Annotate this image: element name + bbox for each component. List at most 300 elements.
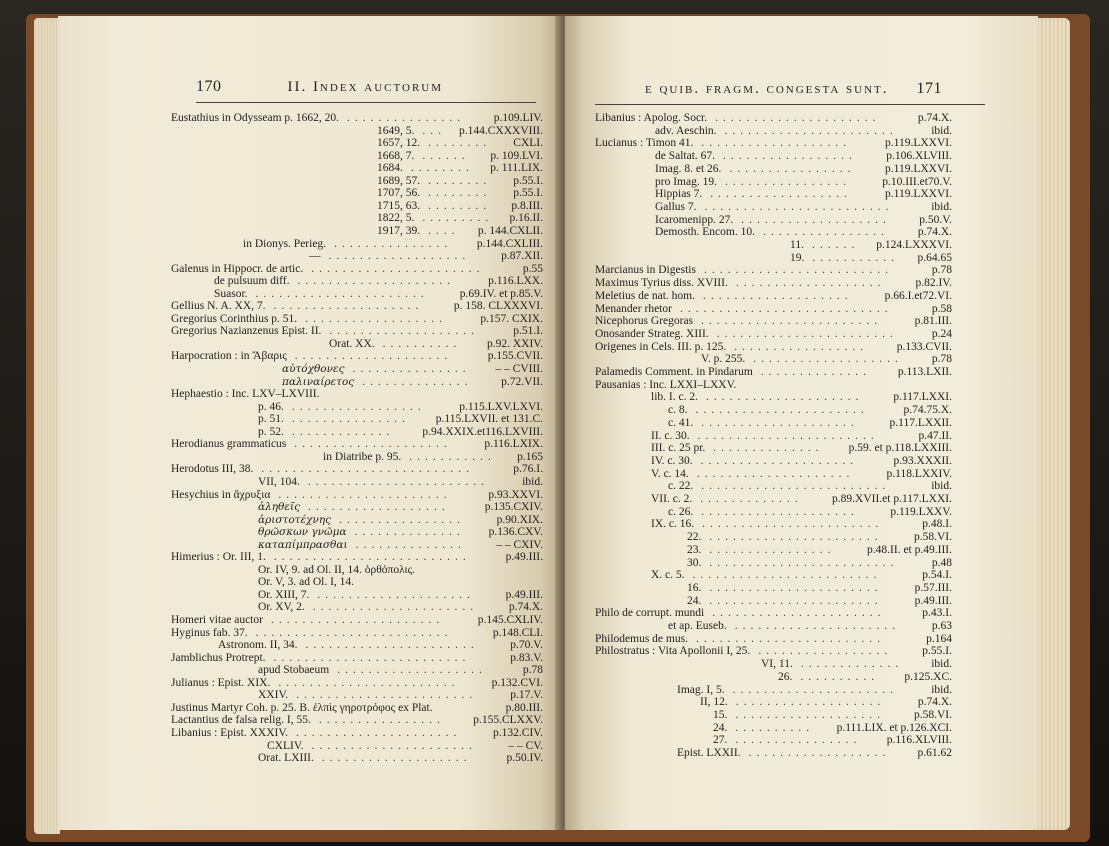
- index-entry: [595, 633, 952, 646]
- entry-text: V. p. 255.: [701, 353, 746, 366]
- page-reference: p.50.V.: [919, 213, 952, 226]
- entry-text: adv. Aeschin.: [655, 124, 717, 137]
- index-entry: [595, 430, 952, 443]
- page-reference: p.148.CLI.: [492, 626, 543, 639]
- index-entry: [171, 300, 543, 313]
- leader-dots: ...........................: [679, 302, 893, 315]
- page-reference: p.8.III.: [511, 199, 543, 212]
- leader-dots: .....................: [732, 683, 898, 696]
- page-reference: p.78: [931, 353, 952, 366]
- page-reference: p.93.XXXII.: [893, 454, 952, 467]
- index-entry: [595, 112, 952, 125]
- index-entry: [171, 250, 543, 263]
- page-reference: p.76.I.: [513, 463, 543, 476]
- page-reference: p.136.CXV.: [488, 526, 543, 539]
- entry-text: παλιναίρετος: [282, 375, 355, 388]
- leader-dots: ..................: [305, 312, 447, 325]
- index-entry: [171, 740, 543, 753]
- index-entry: [595, 150, 952, 163]
- page-reference: p.55: [522, 262, 543, 275]
- index-entry: [595, 353, 952, 366]
- page-reference: p.48.I.: [922, 518, 952, 531]
- leader-dots: .........................: [273, 551, 471, 564]
- leader-dots: ...................: [735, 708, 885, 721]
- entry-text: Libanius : Epist. XXXIV.: [171, 726, 289, 739]
- entry-text: in Diatribe p. 95.: [323, 450, 402, 463]
- index-entry: [595, 582, 952, 595]
- leader-dots: ...................: [735, 277, 886, 290]
- leader-dots: ..........: [800, 670, 880, 683]
- leader-dots: ................: [339, 513, 466, 526]
- index-entry: [595, 137, 952, 150]
- entry-text: ἀληθεῖς: [258, 501, 300, 514]
- page-reference: p.92. XXIV.: [486, 337, 543, 350]
- leader-dots: ....................: [701, 416, 859, 429]
- entry-text: Origenes in Cels. III. p. 125.: [595, 340, 727, 353]
- page-reference: p.72.VII.: [501, 375, 543, 388]
- leader-dots: ................: [709, 543, 836, 556]
- page-reference: p.94.XXIX.et116.LXVIII.: [422, 425, 543, 438]
- leader-dots: ..............: [713, 442, 824, 455]
- right-page-header: [645, 80, 942, 102]
- index-entry: [171, 614, 543, 627]
- page-reference: p.119.LXXVI.: [885, 162, 952, 175]
- page-reference: p.10.III.et70.V.: [882, 175, 952, 188]
- right-page: [565, 16, 1038, 830]
- entry-text: 15.: [713, 708, 728, 721]
- index-entry: [595, 366, 952, 379]
- index-entry: [171, 275, 543, 288]
- entry-text: Nicephorus Gregoras: [595, 315, 694, 328]
- entry-text: Maximus Tyrius diss. XVIII.: [595, 277, 728, 290]
- index-entry: [171, 677, 543, 690]
- page-reference: p.59. et p.118.LXXIII.: [848, 442, 952, 455]
- entry-text: Or. IV, 9. ad Ol. II, 14. ὀρθόπολις.: [258, 563, 416, 576]
- leader-dots: ...........: [409, 450, 496, 463]
- index-entry: [595, 341, 952, 354]
- page-reference: p.116.LXX.: [488, 275, 543, 288]
- leader-dots: ......................: [255, 287, 429, 300]
- index-entry: [595, 557, 952, 570]
- entry-text: IV. c. 30.: [651, 454, 693, 467]
- index-entry: [595, 391, 952, 404]
- page-reference: CXLI.: [513, 137, 543, 150]
- index-entry: [171, 175, 543, 188]
- leader-dots: ...................: [273, 300, 424, 313]
- index-entry: [595, 671, 952, 684]
- entry-text: Philo de corrupt. mundi: [595, 607, 705, 620]
- index-entry: [171, 702, 543, 715]
- page-reference: p.119.LXXV.: [890, 505, 952, 518]
- page-reference: p.78: [931, 264, 952, 277]
- entry-text: 30.: [687, 556, 702, 569]
- index-entry: [595, 684, 952, 697]
- page-reference: p.82.IV.: [915, 277, 952, 290]
- entry-text: Gregorius Nazianzenus Epist. II.: [171, 325, 322, 338]
- entry-text: IX. c. 16.: [651, 518, 695, 531]
- leader-dots: ................: [762, 226, 889, 239]
- index-entry: [171, 514, 543, 527]
- index-entry: [595, 518, 952, 531]
- page-reference: p.132.CIV.: [493, 726, 543, 739]
- index-entry: [171, 112, 543, 125]
- index-entry: [595, 645, 952, 658]
- page-reference: p.93.XXVI.: [488, 488, 543, 501]
- entry-text: 26.: [778, 670, 793, 683]
- leader-dots: .....................: [296, 726, 462, 739]
- index-entry: [595, 290, 952, 303]
- index-entry: [595, 480, 952, 493]
- entry-text: 23.: [687, 543, 702, 556]
- leader-dots: .................: [723, 150, 857, 163]
- leader-dots: .........: [422, 212, 494, 225]
- page-reference: p.81.III.: [914, 315, 952, 328]
- page-number: 170: [196, 78, 222, 95]
- page-reference: p.117.LXXII.: [889, 416, 952, 429]
- entry-text: 1668, 7.: [377, 149, 415, 162]
- leader-dots: ....................: [294, 350, 453, 363]
- entry-text: Lucianus : Timon 41.: [595, 137, 694, 150]
- leader-dots: .............: [700, 493, 803, 505]
- leader-dots: .......................: [296, 689, 478, 702]
- entry-text: p. 51.: [258, 413, 284, 426]
- entry-text: Or. XIII, 7.: [258, 588, 310, 601]
- leader-dots: ......................: [709, 594, 883, 607]
- index-entry: [595, 506, 952, 519]
- entry-text: Orat. LXIII.: [258, 752, 314, 765]
- page-reference: p.119.LXXVI.: [885, 137, 952, 150]
- leader-dots: ...................: [337, 664, 487, 677]
- page-reference: p.17.V.: [510, 689, 543, 702]
- left-page-header: [196, 78, 443, 100]
- header-rule: [595, 104, 985, 105]
- leader-dots: ...........: [812, 251, 899, 264]
- leader-dots: ......................: [305, 639, 479, 652]
- entry-text: Jamblichus Protrept.: [171, 651, 266, 664]
- leader-dots: ......................: [270, 614, 445, 626]
- page-reference: p.111.LIX. et p.126.XCI.: [836, 721, 952, 734]
- entry-text: Orat. XX.: [329, 337, 375, 350]
- index-entry: [595, 252, 952, 265]
- page-reference: p.54.I.: [922, 569, 952, 582]
- index-entry: [171, 539, 543, 552]
- page-reference: p.145.CXLIV.: [477, 614, 543, 626]
- entry-text: in Dionys. Perieg.: [243, 237, 327, 250]
- index-entry: [171, 463, 543, 476]
- page-reference: p.43.I.: [922, 607, 952, 620]
- page-reference: p.115.LXVII. et 131.C.: [435, 413, 543, 426]
- header-rule: [196, 102, 536, 103]
- leader-dots: ........................: [692, 569, 882, 582]
- index-entry: [171, 639, 543, 652]
- index-entry: [171, 689, 543, 702]
- entry-text: Hippias 7.: [655, 188, 703, 201]
- leader-dots: ........................: [701, 480, 891, 493]
- index-entry: [595, 493, 952, 506]
- index-entry: [171, 576, 543, 589]
- entry-text: Herodotus III, 38.: [171, 463, 254, 476]
- entry-text: Imag. I, 5.: [677, 683, 725, 696]
- entry-text: 1917, 39.: [377, 224, 421, 237]
- leader-dots: ........: [428, 187, 492, 200]
- leader-dots: ........................: [709, 556, 899, 569]
- entry-text: Herodianus grammaticus: [171, 438, 287, 451]
- entry-text: —: [309, 250, 321, 263]
- leader-dots: ..............: [355, 538, 466, 551]
- entry-text: 1657, 12.: [377, 137, 421, 150]
- entry-text: 27.: [713, 734, 728, 747]
- entry-text: c. 22.: [668, 480, 694, 493]
- leader-dots: ......................: [709, 581, 883, 594]
- index-entry: [171, 376, 543, 389]
- leader-dots: ......................: [712, 607, 886, 620]
- leader-dots: .................: [291, 400, 426, 413]
- entry-text: p. 46.: [258, 400, 284, 413]
- entry-text: 1689, 57.: [377, 174, 421, 187]
- entry-text: Hyginus fab. 37.: [171, 626, 248, 639]
- page-reference: p.74.X.: [508, 601, 543, 614]
- index-entry: [595, 201, 952, 214]
- page-reference: p.70.V.: [510, 639, 543, 652]
- index-entry: [595, 379, 952, 392]
- leader-dots: ..........: [735, 721, 815, 734]
- entry-text: Hesychius in ἄχρυξια: [171, 488, 271, 501]
- index-entry: [171, 564, 543, 577]
- page-reference: p.119.LXXVI.: [885, 188, 952, 201]
- page-number: 171: [916, 80, 942, 97]
- entry-text: 1649, 5.: [377, 124, 415, 137]
- leader-dots: ........: [428, 174, 492, 187]
- page-reference: p. 144.CXLII.: [477, 224, 543, 237]
- entry-text: X. c. 5.: [651, 569, 685, 582]
- entry-text: 24.: [687, 594, 702, 607]
- leader-dots: .........................: [273, 651, 471, 664]
- page-reference: p.115.LXV.LXVI.: [459, 400, 543, 413]
- leader-dots: ........................: [704, 200, 894, 213]
- running-head: II. Index auctorum: [287, 79, 444, 95]
- leader-dots: .......................: [697, 429, 879, 442]
- index-entry: [171, 752, 543, 765]
- index-entry: [595, 531, 952, 544]
- leader-dots: ...............: [334, 237, 453, 250]
- index-entry: [595, 163, 952, 176]
- leader-dots: .........................: [255, 626, 453, 639]
- entry-text: VII, 104.: [258, 475, 300, 488]
- leader-dots: ....................: [701, 505, 859, 518]
- page-reference: p.58.VI.: [913, 708, 952, 721]
- entry-text: Epist. LXXII.: [677, 747, 741, 759]
- leader-dots: ........................: [703, 264, 893, 277]
- index-entry: [171, 137, 543, 150]
- entry-text: et ap. Euseb.: [668, 620, 727, 632]
- entry-text: II. c. 30.: [651, 429, 690, 442]
- leader-dots: ....................: [700, 454, 859, 467]
- index-entry: [595, 442, 952, 455]
- index-entry: [171, 714, 543, 727]
- index-entry: [171, 200, 543, 213]
- page-reference: p.51.I.: [513, 325, 543, 338]
- entry-text: CXLIV.: [267, 739, 304, 752]
- leader-dots: .......................: [701, 315, 883, 328]
- page-reference: – – CV.: [508, 739, 543, 752]
- entry-text: Galenus in Hippocr. de artic.: [171, 262, 304, 275]
- page-reference: p.144.CXLIII.: [476, 237, 543, 250]
- index-entry: [595, 709, 952, 722]
- entry-text: Meletius de nat. hom.: [595, 289, 695, 302]
- index-entry: [171, 589, 543, 602]
- entry-text: Homeri vitae auctor: [171, 614, 263, 626]
- page-reference: p.113.LXII.: [897, 366, 952, 378]
- index-entry: [171, 601, 543, 614]
- leader-dots: ................: [724, 175, 851, 188]
- entry-text: pro Imag. 19.: [655, 175, 717, 188]
- leader-dots: .......................: [716, 327, 898, 340]
- entry-text: c. 26.: [668, 505, 694, 518]
- leader-dots: ...................: [321, 752, 472, 765]
- entry-text: 24.: [713, 721, 728, 734]
- entry-text: 1715, 63.: [377, 199, 421, 212]
- leader-dots: ...................: [702, 289, 853, 302]
- index-entry: [595, 417, 952, 430]
- entry-text: Imag. 8. et 26.: [655, 162, 722, 175]
- leader-dots: ..............: [760, 366, 872, 378]
- entry-text: 1707, 56.: [377, 187, 421, 200]
- leader-dots: ........: [410, 162, 474, 175]
- entry-text: apud Stobaeum: [258, 664, 330, 677]
- page-reference: – – CXIV.: [496, 538, 543, 551]
- leader-dots: .......................: [702, 518, 884, 531]
- entry-text: p. 52.: [258, 425, 284, 438]
- page-reference: p.132.CVI.: [491, 676, 543, 689]
- page-reference: ibid.: [931, 124, 952, 137]
- leader-dots: ...................: [701, 137, 852, 150]
- index-entry: [171, 338, 543, 351]
- index-entry: [595, 214, 952, 227]
- page-reference: p.48: [931, 556, 952, 569]
- index-entry: [171, 263, 543, 276]
- leader-dots: ....................: [297, 275, 455, 288]
- leader-dots: ...............: [291, 413, 410, 426]
- entry-text: Himerius : Or. III, 1.: [171, 551, 266, 564]
- leader-dots: ...............: [352, 363, 471, 375]
- entry-text: Libanius : Apolog. Socr.: [595, 112, 708, 124]
- leader-dots: ........................: [695, 632, 885, 645]
- leader-dots: ...................: [753, 353, 903, 366]
- index-entry: [171, 238, 543, 251]
- page-reference: p.155.CLXXV.: [473, 714, 543, 727]
- entry-text: Philodemus de mus.: [595, 632, 688, 645]
- page-reference: ibid.: [931, 658, 952, 671]
- index-entry: [171, 664, 543, 677]
- page-reference: – – CVIII.: [495, 363, 543, 375]
- index-entry: [171, 363, 543, 376]
- entry-text: Onosander Strateg. XIII.: [595, 327, 709, 340]
- index-entry: [595, 658, 952, 671]
- page-reference: p.55.I.: [922, 645, 952, 658]
- page-reference: p.66.I.et72.VI.: [884, 289, 952, 302]
- page-reference: p.106.XLVIII.: [886, 150, 952, 163]
- leader-dots: ...........................: [261, 463, 475, 476]
- leader-dots: ...................: [329, 325, 480, 338]
- page-reference: p.49.III.: [505, 551, 543, 564]
- index-entry: [171, 401, 543, 414]
- entry-text: Astronom. II, 34.: [218, 639, 298, 652]
- entry-text: Demosth. Encom. 10.: [655, 226, 755, 239]
- page-reference: p.90.XIX.: [496, 513, 543, 526]
- page-edges-left: [34, 18, 60, 834]
- index-entry: [595, 176, 952, 189]
- page-reference: ibid.: [931, 683, 952, 696]
- index-entry: [171, 150, 543, 163]
- page-reference: p.55.I.: [513, 187, 543, 200]
- page-edges-right: [1036, 18, 1070, 830]
- page-reference: p.78: [522, 664, 543, 677]
- leader-dots: ......................: [278, 488, 452, 501]
- index-entry: [595, 315, 952, 328]
- index-entry: [171, 325, 543, 338]
- page-reference: p.118.LXXIV.: [886, 467, 952, 480]
- entry-text: de pulsuum diff.: [214, 275, 290, 288]
- index-entry: [171, 162, 543, 175]
- running-head: e quib. fragm. congesta sunt.: [645, 81, 889, 97]
- leader-dots: ......: [422, 149, 470, 162]
- entry-text: c. 8.: [668, 404, 688, 417]
- entry-text: Gregorius Corinthius p. 51.: [171, 312, 298, 325]
- entry-text: VII. c. 2.: [651, 493, 693, 505]
- leader-dots: ......: [811, 239, 860, 251]
- page-reference: p. 111.LIX.: [490, 162, 543, 175]
- page-reference: p.49.III.: [914, 594, 952, 607]
- entry-text: Justinus Martyr Coh. p. 25. B. ἐλπὶς γηροτρόφος ex Plat.: [171, 701, 433, 714]
- page-reference: p.116.LXIX.: [484, 438, 543, 451]
- entry-text: Or. V, 3. ad Ol. I, 14.: [258, 576, 355, 589]
- page-reference: p.109.LIV.: [493, 112, 543, 124]
- index-entry: [171, 438, 543, 451]
- leader-dots: .................: [758, 645, 893, 658]
- entry-text: 1684.: [377, 162, 403, 175]
- page-reference: p.74.X.: [917, 112, 952, 124]
- index-entry: [595, 747, 952, 760]
- page-reference: p. 158. CLXXXVI.: [453, 300, 543, 313]
- entry-text: lib. I. c. 2.: [651, 391, 698, 404]
- entry-text: de Saltat. 67.: [655, 150, 716, 163]
- index-entry: [171, 489, 543, 502]
- page-reference: p.57.III.: [914, 581, 952, 594]
- page-reference: p.49.III.: [505, 588, 543, 601]
- page-reference: p.55.I.: [513, 174, 543, 187]
- index-entry: [595, 620, 952, 633]
- index-entry: [595, 264, 952, 277]
- index-entry: [171, 627, 543, 640]
- index-entry: [171, 413, 543, 426]
- entry-text: Palamedis Comment. in Pindarum: [595, 366, 753, 378]
- index-entry: [595, 188, 952, 201]
- index-entry: [595, 125, 952, 138]
- page-reference: p.48.II. et p.49.III.: [867, 543, 952, 556]
- leader-dots: ....................: [696, 467, 855, 480]
- leader-dots: ...............: [347, 112, 466, 124]
- index-entry: [171, 526, 543, 539]
- page-reference: ibid.: [931, 200, 952, 213]
- entry-text: V. c. 14.: [651, 467, 689, 480]
- leader-dots: .....................: [312, 601, 479, 614]
- entry-text: Suasor.: [214, 287, 248, 300]
- leader-dots: ..................: [308, 501, 450, 514]
- page-reference: p.64.65: [917, 251, 952, 264]
- leader-dots: ................: [729, 162, 856, 175]
- leader-dots: ......................: [709, 531, 883, 544]
- index-entry: [171, 212, 543, 225]
